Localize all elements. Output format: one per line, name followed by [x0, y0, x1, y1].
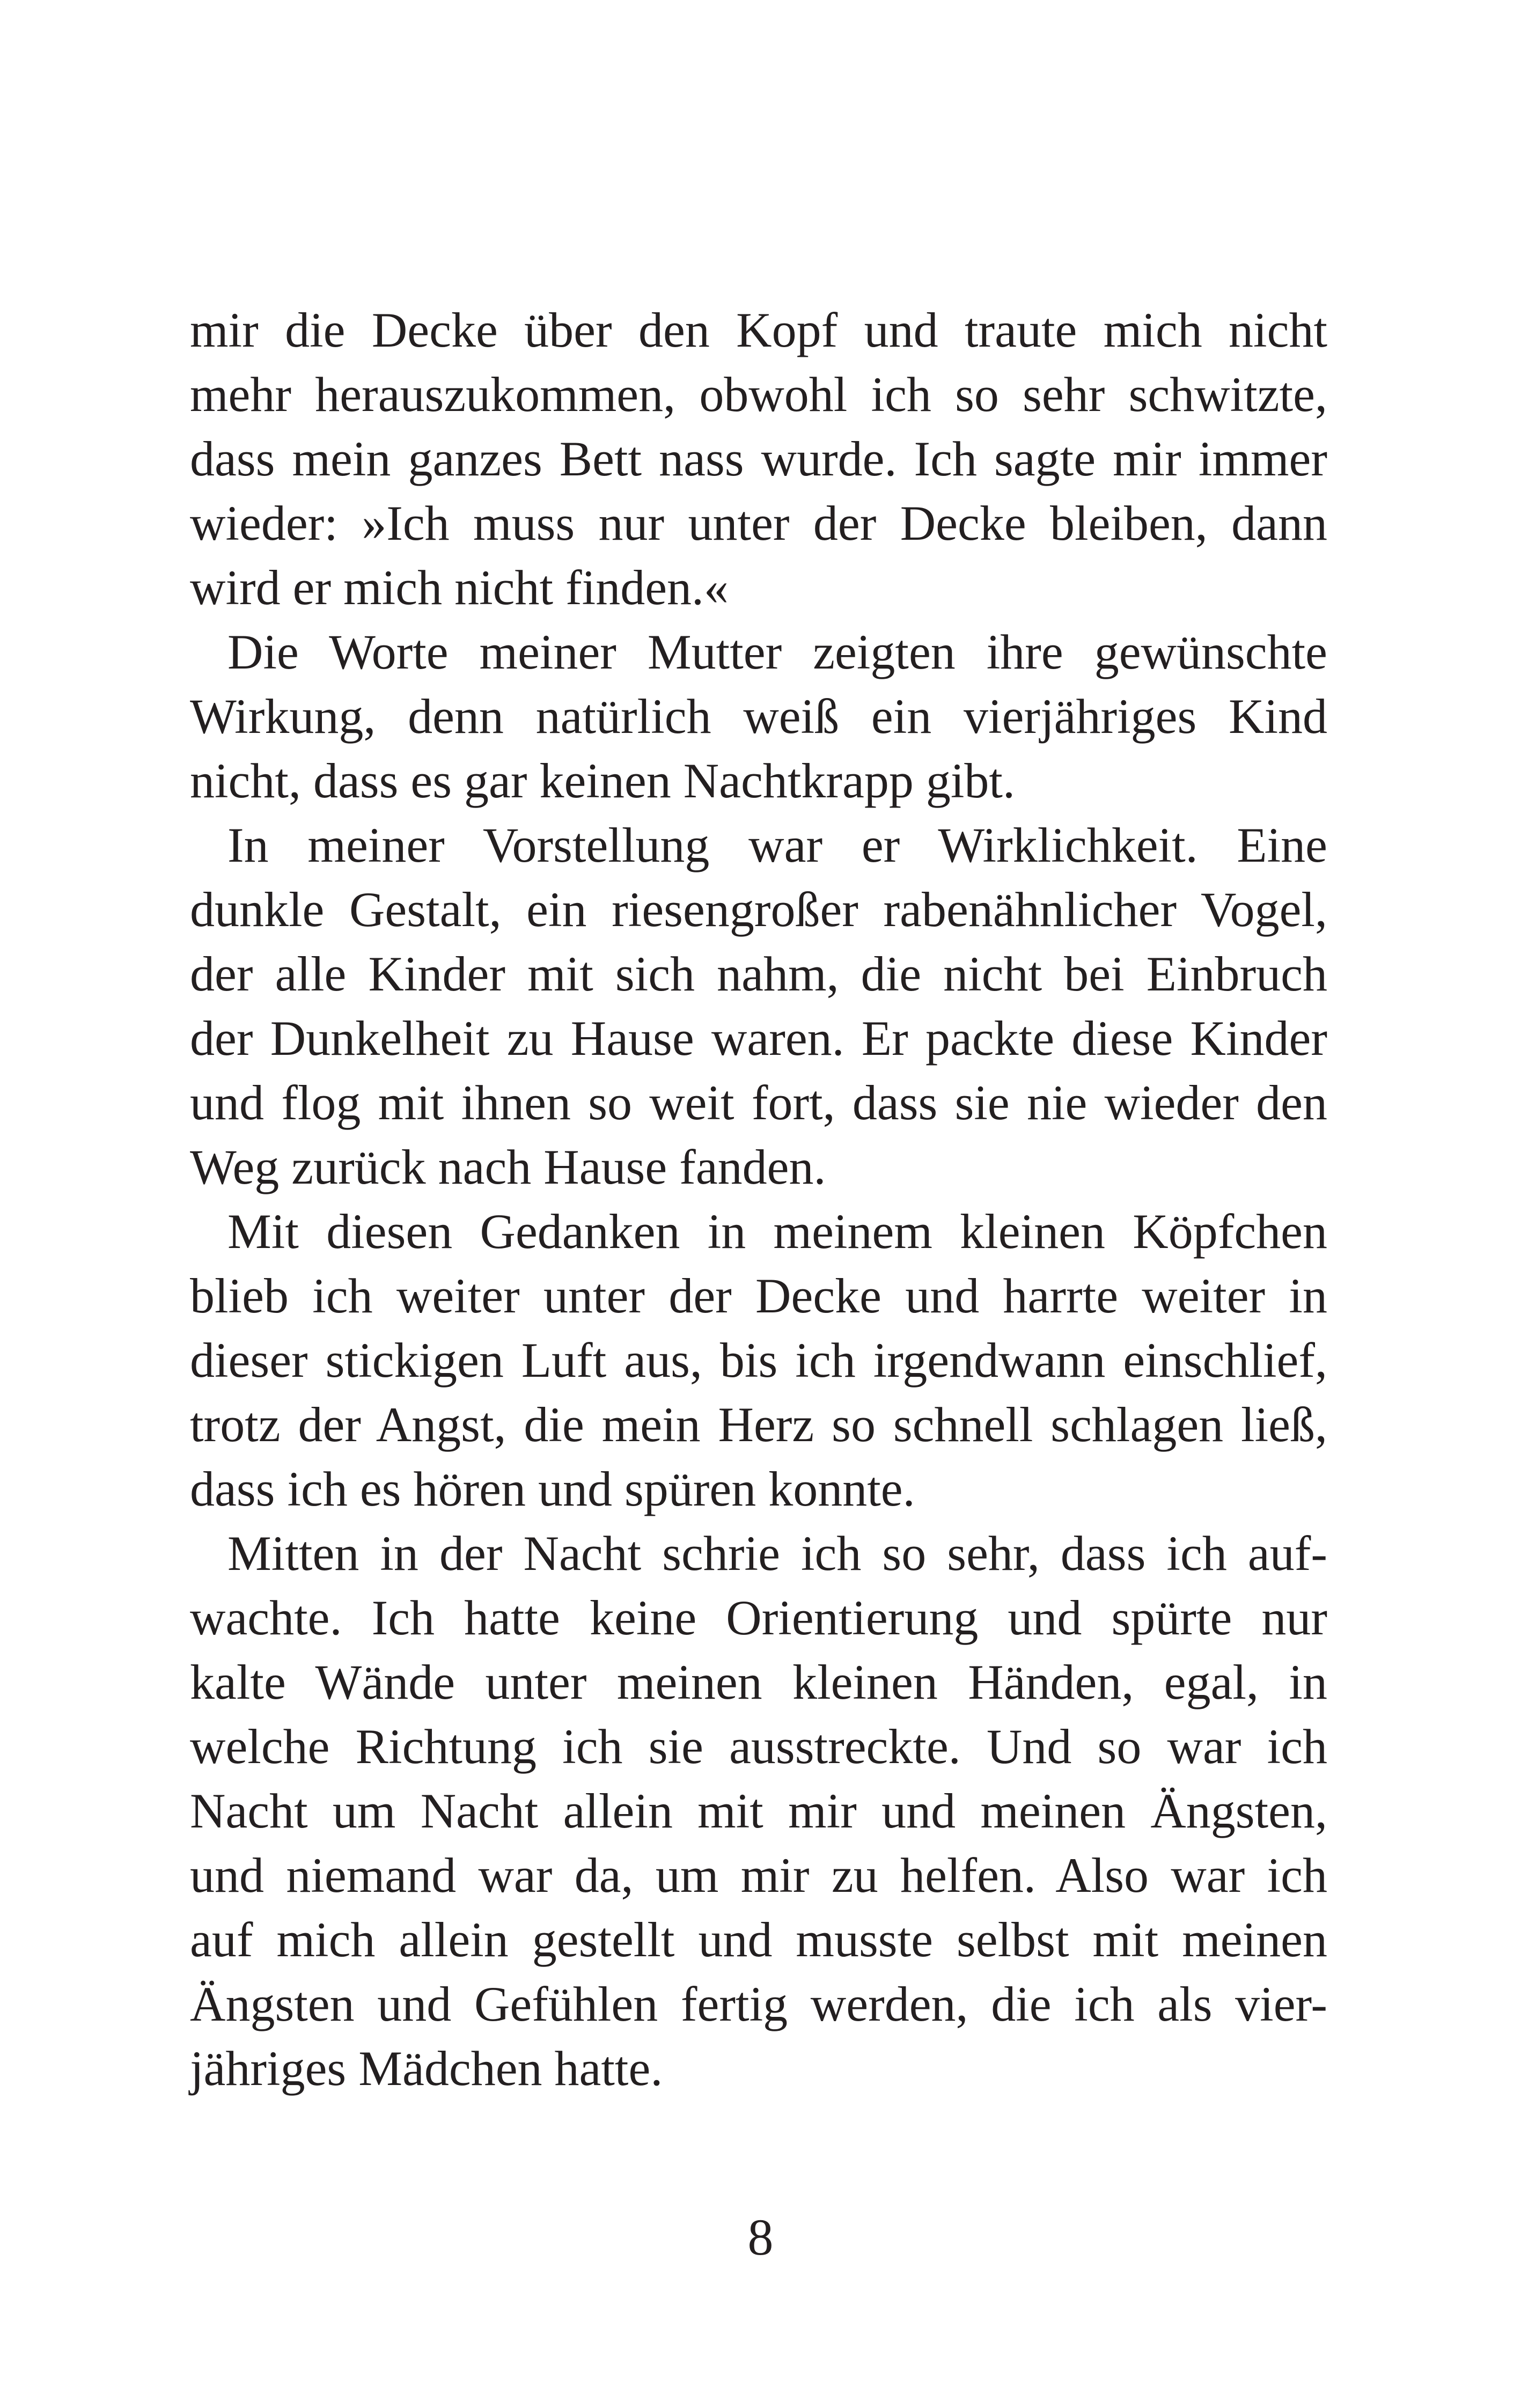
text-line: Die Worte meiner Mutter zeigten ihre gewünschte	[227, 625, 1327, 679]
text-line: kalte Wände unter meinen kleinen Händen, egal, in	[190, 1655, 1327, 1709]
text-line: dass ich es hören und spüren konnte.	[190, 1462, 915, 1516]
body-text	[190, 298, 1327, 2101]
text-line: Weg zurück nach Hause fanden.	[190, 1140, 826, 1194]
text-line: der Dunkelheit zu Hause waren. Er packte diese Kinder	[190, 1011, 1327, 1066]
text-line: In meiner Vorstellung war er Wirklichkeit. Eine	[227, 818, 1327, 872]
text-line: Mitten in der Nacht schrie ich so sehr, dass ich auf-	[227, 1526, 1327, 1581]
text-line: der alle Kinder mit sich nahm, die nicht bei Einbruch	[190, 946, 1327, 1001]
text-line: wieder: »Ich muss nur unter der Decke bleiben, dann	[190, 496, 1327, 550]
text-line: nicht, dass es gar keinen Nachtkrapp gibt.	[190, 753, 1015, 808]
text-line: jähriges Mädchen hatte.	[190, 2041, 663, 2096]
text-line: trotz der Angst, die mein Herz so schnell schlagen ließ,	[190, 1397, 1327, 1452]
text-line: mir die Decke über den Kopf und traute mich nicht	[190, 303, 1327, 357]
page-number: 8	[747, 2208, 774, 2266]
text-line: wird er mich nicht finden.«	[190, 560, 729, 615]
text-line: Wirkung, denn natürlich weiß ein vierjähriges Kind	[190, 689, 1327, 744]
text-line: dieser stickigen Luft aus, bis ich irgendwann einschlief,	[190, 1333, 1327, 1387]
text-line: dass mein ganzes Bett nass wurde. Ich sagte mir immer	[190, 431, 1327, 486]
text-line: welche Richtung ich sie ausstreckte. Und so war ich	[190, 1719, 1327, 1774]
text-line: Mit diesen Gedanken in meinem kleinen Köpfchen	[227, 1204, 1327, 1259]
text-line: blieb ich weiter unter der Decke und harrte weiter in	[190, 1268, 1327, 1323]
text-line: und niemand war da, um mir zu helfen. Also war ich	[190, 1848, 1327, 1903]
text-line: dunkle Gestalt, ein riesengroßer rabenähnlicher Vogel,	[190, 882, 1327, 937]
text-line: mehr herauszukommen, obwohl ich so sehr schwitzte,	[190, 367, 1327, 422]
text-line: wachte. Ich hatte keine Orientierung und spürte nur	[190, 1590, 1327, 1645]
text-line: Ängsten und Gefühlen fertig werden, die ich als vier-	[190, 1977, 1327, 2031]
text-line: und flog mit ihnen so weit fort, dass sie nie wieder den	[190, 1075, 1327, 1130]
text-line: auf mich allein gestellt und musste selbst mit meinen	[190, 1912, 1327, 1967]
text-line: Nacht um Nacht allein mit mir und meinen Ängsten,	[190, 1783, 1327, 1838]
